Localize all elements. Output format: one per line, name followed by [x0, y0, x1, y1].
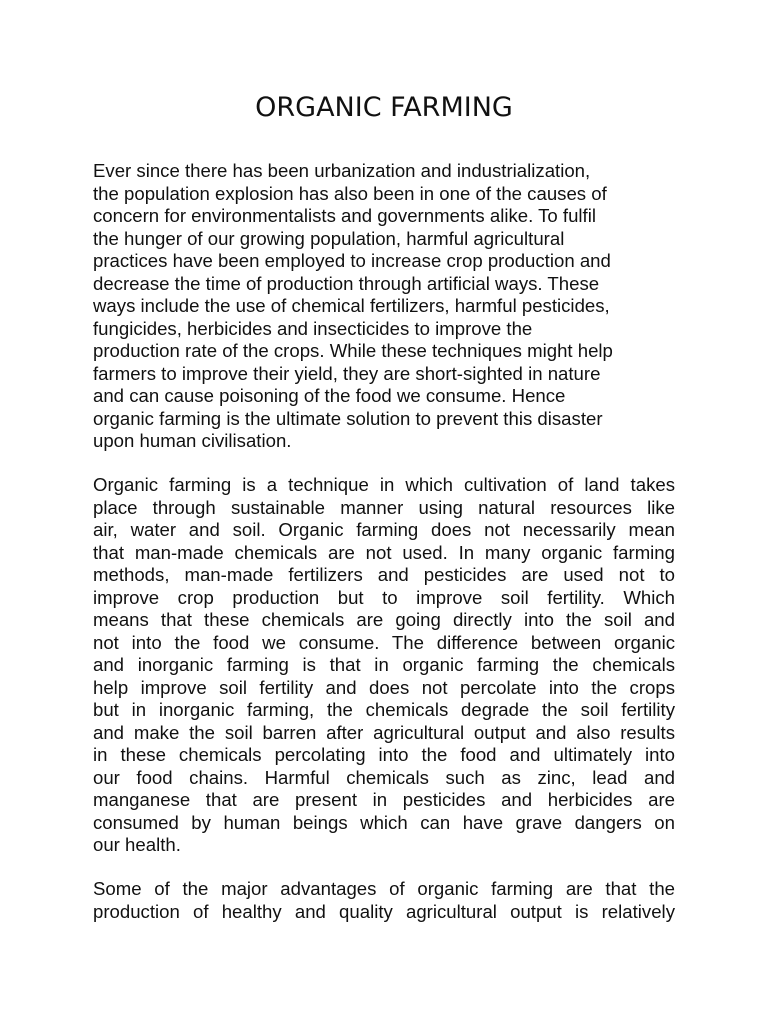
- paragraph-line: and can cause poisoning of the food we consume. Hence: [93, 385, 566, 406]
- paragraph-2: [93, 474, 675, 857]
- paragraph-line: production rate of the crops. While these techniques might help: [93, 340, 613, 361]
- paragraph-line: Ever since there has been urbanization and industrialization,: [93, 160, 591, 181]
- paragraph-line: upon human civilisation.: [93, 430, 292, 451]
- paragraph-line: methods, man-made fertilizers and pesticides are used not to: [93, 564, 675, 585]
- paragraph-line: production of healthy and quality agricultural output is relatively: [93, 900, 675, 922]
- paragraph-line: the hunger of our growing population, harmful agricultural: [93, 227, 565, 249]
- paragraph-line: Some of the major advantages of organic farming are that the: [93, 878, 675, 899]
- paragraph-3: [93, 878, 675, 923]
- paragraph-line: and make the soil barren after agricultural output and also results: [93, 721, 675, 743]
- paragraph-line: the population explosion has also been in one of the causes of: [93, 182, 607, 204]
- paragraph-line: place through sustainable manner using natural resources like: [93, 496, 675, 518]
- paragraph-line: decrease the time of production through artificial ways. These: [93, 272, 600, 294]
- paragraph-line: our health.: [93, 834, 181, 855]
- paragraph-line: manganese that are present in pesticides and herbicides are: [93, 789, 675, 810]
- paragraph-line: and inorganic farming is that in organic farming the chemicals: [93, 654, 675, 675]
- paragraph-line: improve crop production but to improve soil fertility. Which: [93, 586, 675, 608]
- paragraph-line: farmers to improve their yield, they are short-sighted in nature: [93, 362, 601, 384]
- paragraph-line: but in inorganic farming, the chemicals degrade the soil fertility: [93, 699, 675, 720]
- paragraph-line: fungicides, herbicides and insecticides to improve the: [93, 317, 533, 339]
- page-title: ORGANIC FARMING: [255, 92, 513, 123]
- paragraph-line: that man-made chemicals are not used. In many organic farming: [93, 541, 675, 563]
- paragraph-line: ways include the use of chemical fertilizers, harmful pesticides,: [93, 295, 610, 316]
- paragraph-line: not into the food we consume. The difference between organic: [93, 631, 675, 653]
- paragraph-line: help improve soil fertility and does not percolate into the crops: [93, 676, 675, 698]
- paragraph-line: organic farming is the ultimate solution to prevent this disaster: [93, 407, 603, 429]
- paragraph-line: Organic farming is a technique in which cultivation of land takes: [93, 474, 675, 495]
- paragraph-line: consumed by human beings which can have grave dangers on: [93, 811, 675, 833]
- paragraph-line: means that these chemicals are going directly into the soil and: [93, 609, 675, 630]
- paragraph-1: [93, 160, 675, 453]
- paragraph-line: our food chains. Harmful chemicals such as zinc, lead and: [93, 766, 675, 788]
- paragraph-line: in these chemicals percolating into the food and ultimately into: [93, 744, 675, 765]
- paragraph-line: concern for environmentalists and governments alike. To fulfil: [93, 205, 596, 226]
- paragraph-line: practices have been employed to increase crop production and: [93, 250, 611, 271]
- paragraph-line: air, water and soil. Organic farming does not necessarily mean: [93, 519, 675, 540]
